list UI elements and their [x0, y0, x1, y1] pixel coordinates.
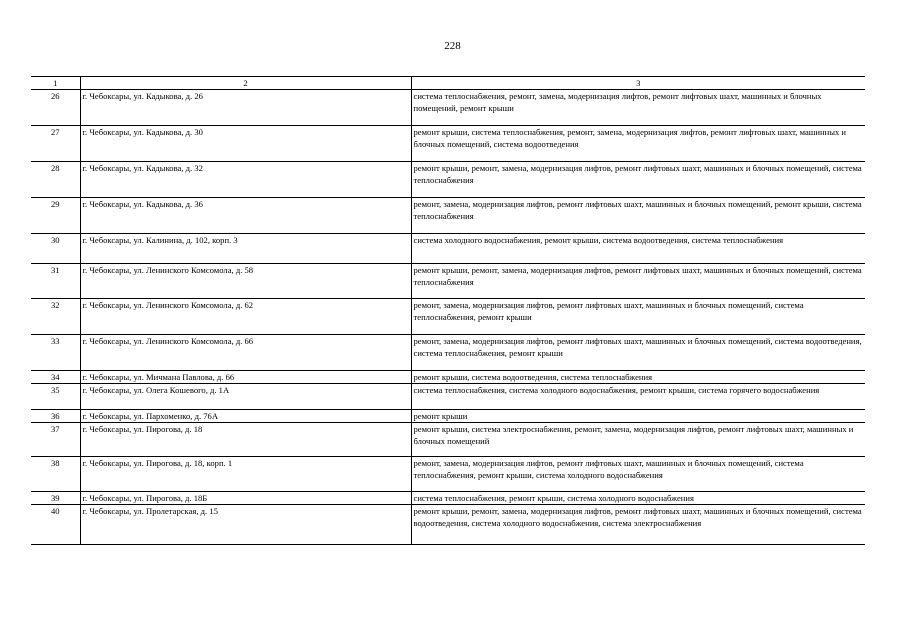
table-row	[31, 90, 865, 126]
row-number: 34	[50, 372, 60, 382]
row-number: 39	[50, 493, 60, 503]
row-works: ремонт, замена, модернизация лифтов, ремонт лифтовых шахт, машинных и блочных помещений, система теплоснабжения, ремонт крыши, система холодного водоснабжения	[411, 457, 865, 492]
row-number: 38	[50, 458, 60, 468]
row-address: г. Чебоксары, ул. Ленинского Комсомола, д. 66	[80, 335, 411, 371]
table-row	[31, 299, 865, 335]
row-works: система теплоснабжения, ремонт крыши, система холодного водоснабжения	[411, 492, 865, 505]
row-works: система теплоснабжения, система холодного водоснабжения, ремонт крыши, система горячего водоснабжения	[411, 384, 865, 410]
row-number: 28	[50, 163, 60, 173]
row-works: ремонт крыши, ремонт, замена, модернизация лифтов, ремонт лифтовых шахт, машинных и блочных помещений, система теплоснабжения	[411, 264, 865, 299]
row-address: г. Чебоксары, ул. Кадыкова, д. 36	[80, 198, 411, 234]
row-works: ремонт крыши, система водоотведения, система теплоснабжения	[411, 371, 865, 384]
table-row	[31, 371, 865, 384]
table-row	[31, 335, 865, 371]
row-address: г. Чебоксары, ул. Кадыкова, д. 30	[80, 126, 411, 162]
row-address: г. Чебоксары, ул. Ленинского Комсомола, д. 58	[80, 264, 411, 299]
table-row	[31, 505, 865, 545]
table-row	[31, 457, 865, 492]
table-row	[31, 410, 865, 423]
table-row	[31, 162, 865, 198]
table-row	[31, 423, 865, 457]
row-works: ремонт крыши, система теплоснабжения, ремонт, замена, модернизация лифтов, ремонт лифтовых шахт, машинных и блочных помещений, система водоотведения	[411, 126, 865, 162]
table-row	[31, 492, 865, 505]
row-number: 37	[50, 424, 60, 434]
row-address: г. Чебоксары, ул. Пирогова, д. 18	[80, 423, 411, 457]
row-number: 26	[50, 91, 60, 101]
row-works: система холодного водоснабжения, ремонт крыши, система водоотведения, система теплоснабжения	[411, 234, 865, 264]
row-address: г. Чебоксары, ул. Мичмана Павлова, д. 66	[80, 371, 411, 384]
row-number: 40	[50, 506, 60, 516]
row-address: г. Чебоксары, ул. Ленинского Комсомола, д. 62	[80, 299, 411, 335]
row-works: ремонт крыши	[411, 410, 865, 423]
row-number: 29	[50, 199, 60, 209]
row-works: система теплоснабжения, ремонт, замена, модернизация лифтов, ремонт лифтовых шахт, машинных и блочных помещений, ремонт крыши	[411, 90, 865, 126]
row-number: 35	[50, 385, 60, 395]
row-works: ремонт крыши, ремонт, замена, модернизация лифтов, ремонт лифтовых шахт, машинных и блочных помещений, система теплоснабжения	[411, 162, 865, 198]
column-header-address: 2	[80, 77, 411, 90]
table-row	[31, 126, 865, 162]
table-row	[31, 198, 865, 234]
works-table	[31, 76, 865, 545]
table-row	[31, 234, 865, 264]
row-works: ремонт, замена, модернизация лифтов, ремонт лифтовых шахт, машинных и блочных помещений, система водоотведения, система теплоснабжения, ремонт крыши	[411, 335, 865, 371]
row-number: 33	[50, 336, 60, 346]
row-address: г. Чебоксары, ул. Пролетарская, д. 15	[80, 505, 411, 545]
row-number: 27	[50, 127, 60, 137]
column-header-number: 1	[53, 78, 58, 88]
row-address: г. Чебоксары, ул. Калинина, д. 102, корп. 3	[80, 234, 411, 264]
row-works: ремонт крыши, система электроснабжения, ремонт, замена, модернизация лифтов, ремонт лифтовых шахт, машинных и блочных помещений	[411, 423, 865, 457]
row-address: г. Чебоксары, ул. Олега Кошевого, д. 1А	[80, 384, 411, 410]
table-header-row	[31, 77, 865, 90]
row-address: г. Чебоксары, ул. Пархоменко, д. 76А	[80, 410, 411, 423]
row-number: 30	[50, 235, 60, 245]
row-address: г. Чебоксары, ул. Кадыкова, д. 26	[80, 90, 411, 126]
row-address: г. Чебоксары, ул. Кадыкова, д. 32	[80, 162, 411, 198]
table-row	[31, 384, 865, 410]
row-address: г. Чебоксары, ул. Пирогова, д. 18Б	[80, 492, 411, 505]
row-number: 31	[50, 265, 60, 275]
row-works: ремонт крыши, ремонт, замена, модернизация лифтов, ремонт лифтовых шахт, машинных и блочных помещений, система водоотведения, система холодного водоснабжения, система электроснабжения	[411, 505, 865, 545]
row-number: 32	[50, 300, 60, 310]
row-works: ремонт, замена, модернизация лифтов, ремонт лифтовых шахт, машинных и блочных помещений, ремонт крыши, система теплоснабжения	[411, 198, 865, 234]
page-number: 228	[444, 40, 461, 52]
row-works: ремонт, замена, модернизация лифтов, ремонт лифтовых шахт, машинных и блочных помещений, система теплоснабжения, ремонт крыши	[411, 299, 865, 335]
table-row	[31, 264, 865, 299]
column-header-works: 3	[411, 77, 865, 90]
row-address: г. Чебоксары, ул. Пирогова, д. 18, корп. 1	[80, 457, 411, 492]
row-number: 36	[50, 411, 60, 421]
